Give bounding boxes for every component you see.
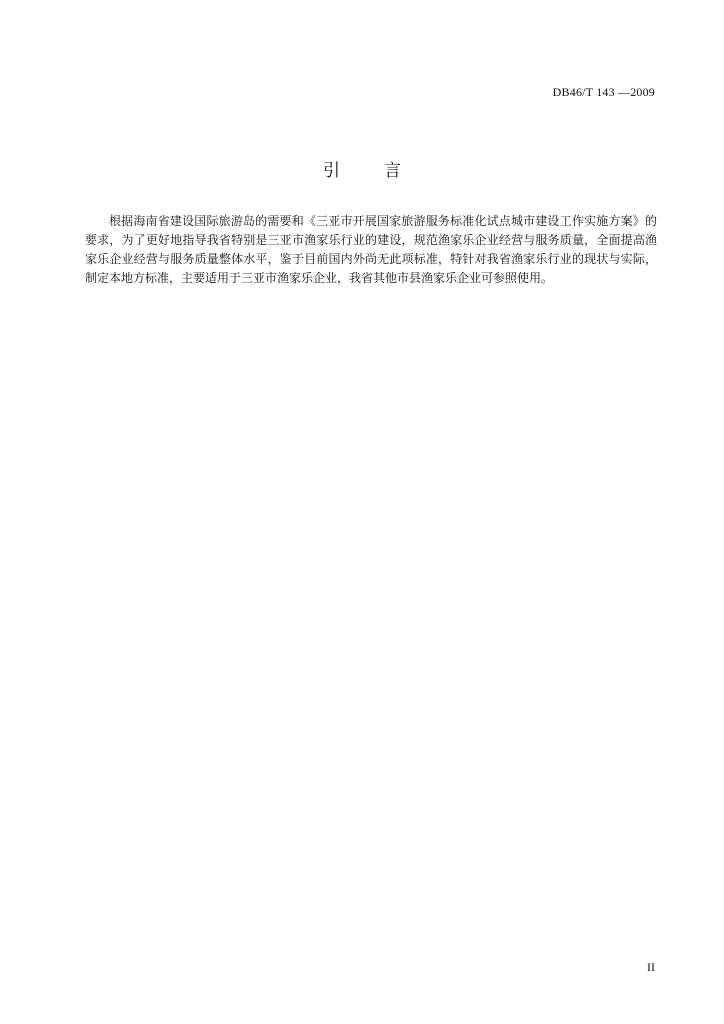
page-title	[0, 156, 724, 181]
title-char-2: 言	[384, 161, 401, 181]
introduction-paragraph: 根据海南省建设国际旅游岛的需要和《三亚市开展国家旅游服务标准化试点城市建设工作实施方案》的要求，为了更好地指导我省特别是三亚市渔家乐行业的建设，规范渔家乐企业经营与服务质量，全面提高渔家乐企业经营与服务质量整体水平，鉴于目前国内外尚无此项标准，特针对我省渔家乐行业的现状与实际，制定本地方标准，主要适用于三亚市渔家乐企业，我省其他市县渔家乐企业可参照使用。	[85, 214, 657, 285]
title-char-1: 引	[323, 161, 340, 181]
page-number: II	[647, 960, 655, 974]
document-code: DB46/T 143 —2009	[552, 85, 655, 99]
